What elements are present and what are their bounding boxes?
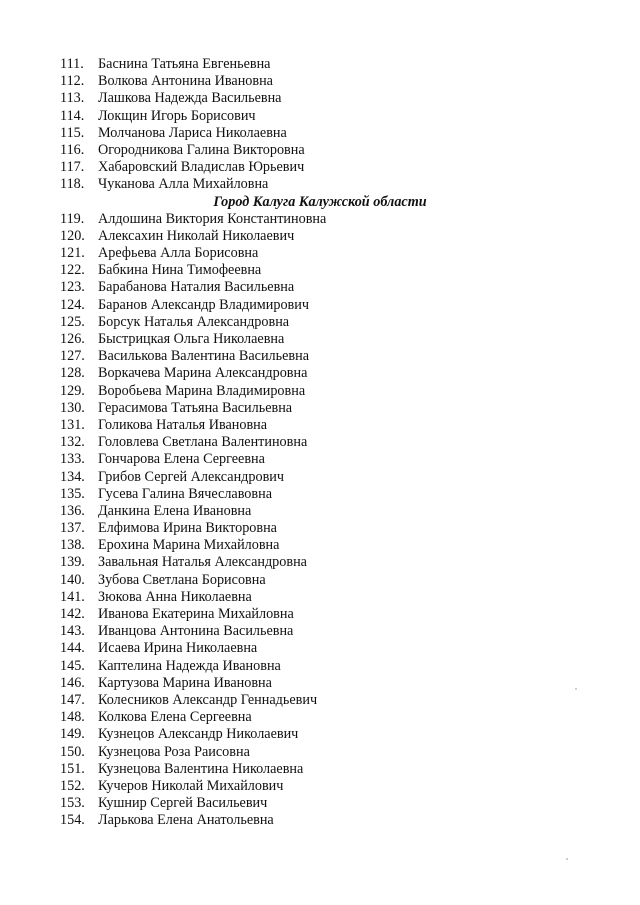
- list-item-number: 122.: [60, 262, 85, 279]
- list-item-number: 126.: [60, 331, 85, 347]
- list-item-name: Быстрицкая Ольга Николаевна: [98, 331, 285, 347]
- name-list: [0, 56, 640, 829]
- list-item-number: 119.: [60, 210, 85, 227]
- list-item-number: 131.: [60, 416, 85, 433]
- list-item-number: 145.: [60, 657, 85, 674]
- list-item-name: Барабанова Наталия Васильевна: [98, 279, 295, 296]
- list-item: [0, 73, 640, 90]
- list-group-2: [0, 211, 640, 830]
- list-item-name: Кузнецова Роза Раисовна: [98, 743, 250, 760]
- list-item: [0, 125, 640, 142]
- list-item: [0, 589, 640, 606]
- list-item: [0, 159, 640, 176]
- list-item-name: Колкова Елена Сергеевна: [98, 709, 252, 726]
- list-item-number: 147.: [60, 691, 85, 708]
- list-item-number: 133.: [60, 451, 85, 468]
- list-item-name: Голикова Наталья Ивановна: [98, 416, 268, 433]
- list-item-number: 142.: [60, 606, 85, 622]
- list-item-number: 112.: [60, 73, 85, 90]
- list-item-number: 141.: [60, 588, 85, 605]
- list-item-name: Баранов Александр Владимирович: [98, 296, 309, 313]
- list-item: [0, 279, 640, 296]
- list-item-name: Огородникова Галина Викторовна: [98, 141, 305, 158]
- list-item-number: 144.: [60, 640, 85, 657]
- list-item-number: 134.: [60, 468, 85, 485]
- list-item-number: 136.: [60, 502, 85, 519]
- list-item-number: 148.: [60, 709, 85, 726]
- list-item: [0, 709, 640, 726]
- list-item-name: Гончарова Елена Сергеевна: [98, 451, 265, 468]
- list-item-number: 113.: [60, 90, 85, 107]
- list-item-name: Алдошина Виктория Константиновна: [98, 210, 327, 227]
- list-item: [0, 245, 640, 262]
- list-item: [0, 451, 640, 468]
- list-item-name: Баснина Татьяна Евгеньевна: [98, 56, 271, 72]
- list-item-name: Гусева Галина Вячеславовна: [98, 485, 272, 502]
- list-item-name: Воробьева Марина Владимировна: [98, 382, 306, 399]
- list-item: [0, 520, 640, 537]
- list-item: [0, 778, 640, 795]
- list-item-number: 116.: [60, 141, 85, 158]
- list-item-name: Картузова Марина Ивановна: [98, 674, 272, 691]
- list-item: [0, 640, 640, 657]
- list-item: [0, 812, 640, 829]
- list-item: [0, 658, 640, 675]
- list-item-number: 127.: [60, 348, 85, 365]
- list-item: [0, 331, 640, 348]
- list-item-number: 137.: [60, 520, 85, 537]
- list-item-name: Арефьева Алла Борисовна: [98, 245, 259, 262]
- list-item-number: 151.: [60, 760, 85, 777]
- list-item: [0, 469, 640, 486]
- list-group-1: [0, 56, 640, 194]
- list-item: [0, 348, 640, 365]
- list-item-number: 128.: [60, 365, 85, 382]
- list-item-name: Чуканова Алла Михайловна: [98, 176, 269, 193]
- list-item: [0, 400, 640, 417]
- list-item-name: Грибов Сергей Александрович: [98, 468, 285, 485]
- list-item: [0, 486, 640, 503]
- list-item: [0, 761, 640, 778]
- list-item-number: 114.: [60, 107, 85, 124]
- list-item-name: Бабкина Нина Тимофеевна: [98, 262, 262, 279]
- list-item: [0, 537, 640, 554]
- list-item-name: Хабаровский Владислав Юрьевич: [98, 159, 305, 176]
- list-item-number: 150.: [60, 743, 85, 760]
- list-item: [0, 572, 640, 589]
- list-item-name: Колесников Александр Геннадьевич: [98, 691, 318, 708]
- list-item-name: Кучеров Николай Михайлович: [98, 777, 284, 794]
- list-item-number: 120.: [60, 227, 85, 244]
- list-item-name: Герасимова Татьяна Васильевна: [98, 399, 293, 416]
- list-item-name: Ларькова Елена Анатольевна: [98, 812, 274, 829]
- list-item-name: Данкина Елена Ивановна: [98, 502, 252, 519]
- list-item-name: Молчанова Лариса Николаевна: [98, 124, 287, 141]
- list-item: [0, 228, 640, 245]
- list-item-number: 129.: [60, 382, 85, 399]
- list-item: [0, 108, 640, 125]
- list-item-name: Борсук Наталья Александровна: [98, 313, 290, 330]
- list-item-number: 130.: [60, 399, 85, 416]
- list-item: [0, 56, 640, 73]
- list-item: [0, 365, 640, 382]
- list-item-number: 124.: [60, 296, 85, 313]
- scan-speck: [566, 858, 568, 860]
- list-item-name: Алексахин Николай Николаевич: [98, 227, 295, 244]
- list-item-number: 111.: [60, 56, 84, 72]
- list-item: [0, 554, 640, 571]
- list-item-number: 117.: [60, 159, 85, 176]
- list-item-name: Завальная Наталья Александровна: [98, 554, 307, 571]
- list-item-number: 143.: [60, 623, 85, 640]
- list-item-name: Лашкова Надежда Васильевна: [98, 90, 282, 107]
- list-item-number: 125.: [60, 313, 85, 330]
- list-item-name: Кушнир Сергей Васильевич: [98, 795, 268, 812]
- list-item-name: Кузнецова Валентина Николаевна: [98, 760, 304, 777]
- list-item-name: Головлева Светлана Валентиновна: [98, 434, 308, 451]
- list-item-number: 149.: [60, 726, 85, 743]
- list-item-number: 138.: [60, 537, 85, 554]
- list-item-name: Иванцова Антонина Васильевна: [98, 623, 294, 640]
- list-item: [0, 434, 640, 451]
- list-item: [0, 142, 640, 159]
- list-item: [0, 211, 640, 228]
- list-item-name: Локщин Игорь Борисович: [98, 107, 256, 124]
- list-item: [0, 314, 640, 331]
- list-item: [0, 606, 640, 623]
- list-item-number: 121.: [60, 245, 85, 262]
- list-item-name: Василькова Валентина Васильевна: [98, 348, 309, 365]
- list-item: [0, 383, 640, 400]
- list-item-name: Зюкова Анна Николаевна: [98, 588, 252, 605]
- list-item: [0, 795, 640, 812]
- list-item-name: Воркачева Марина Александровна: [98, 365, 308, 382]
- list-item: [0, 692, 640, 709]
- scan-speck: [575, 688, 577, 690]
- list-item-number: 154.: [60, 812, 85, 829]
- list-item: [0, 176, 640, 193]
- list-item: [0, 297, 640, 314]
- list-item: [0, 623, 640, 640]
- list-item-number: 152.: [60, 777, 85, 794]
- list-item: [0, 744, 640, 761]
- list-item-number: 146.: [60, 674, 85, 691]
- list-item-number: 140.: [60, 571, 85, 588]
- list-item: [0, 726, 640, 743]
- list-item-number: 123.: [60, 279, 85, 296]
- list-item-number: 132.: [60, 434, 85, 451]
- list-item-number: 153.: [60, 795, 85, 812]
- list-item: [0, 417, 640, 434]
- list-item-name: Кузнецов Александр Николаевич: [98, 726, 299, 743]
- list-item-name: Ерохина Марина Михайловна: [98, 537, 280, 554]
- list-item-number: 115.: [60, 124, 85, 141]
- list-item: [0, 503, 640, 520]
- list-item-name: Исаева Ирина Николаевна: [98, 640, 258, 657]
- list-item: [0, 675, 640, 692]
- section-heading: Город Калуга Калужской области: [213, 193, 427, 210]
- list-item: [0, 90, 640, 107]
- list-item: [0, 262, 640, 279]
- list-item-name: Иванова Екатерина Михайловна: [98, 606, 294, 622]
- list-item-number: 139.: [60, 554, 85, 571]
- list-item-number: 135.: [60, 485, 85, 502]
- list-item-name: Волкова Антонина Ивановна: [98, 73, 273, 90]
- list-item-name: Елфимова Ирина Викторовна: [98, 520, 277, 537]
- list-item-number: 118.: [60, 176, 85, 193]
- list-item-name: Зубова Светлана Борисовна: [98, 571, 266, 588]
- list-item-name: Каптелина Надежда Ивановна: [98, 657, 281, 674]
